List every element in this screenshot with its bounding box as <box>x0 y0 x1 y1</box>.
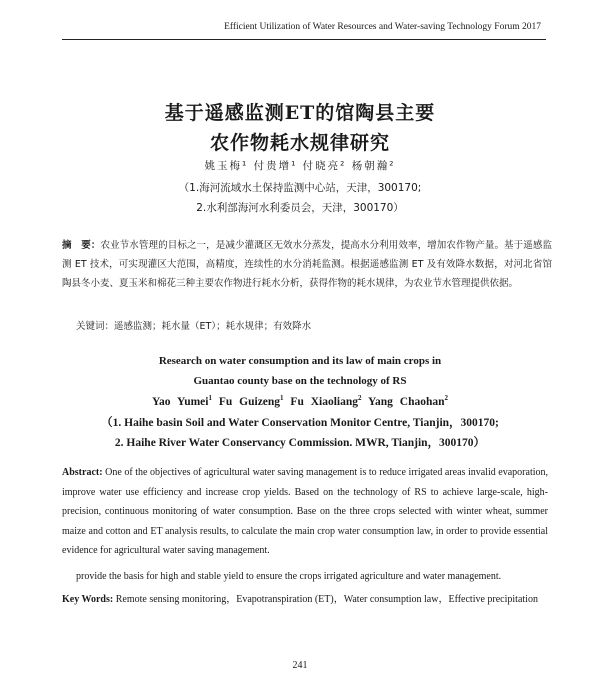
english-abstract-text: One of the objectives of agricultural water saving management is to reduce irrigated areas invalid evaporation, improve water use efficiency and increase crop yields. Based on the technology of RS to achieve large-scale, high-precision, continuous monitoring of water consumption. Base on the three crops selected with winter wheat, summer maize and cotton and ET analysis results, to calculate the main crop water consumption law, in order to provide essential evidence for agricultural water saving management. <box>62 467 548 556</box>
header-rule <box>62 39 546 40</box>
english-author: Yao Yumei$^1$ <box>151 394 212 408</box>
chinese-abstract-label: 摘 要： <box>62 240 101 251</box>
english-keywords <box>62 591 548 609</box>
chinese-abstract-text: 农业节水管理的目标之一，是减少灌溉区无效水分蒸发，提高水分利用效率，增加农作物产量。基于遥感监测 ET 技术，可实现灌区大范围，高精度，连续性的水分消耗监测。根据遥感监测 ET 及有效降水数据，对河北省馆陶县冬小麦、夏玉米和棉花三种主要农作物进行耗水分析，获得作物的耗水规律，为农业节水管理提供依据。 <box>62 240 552 289</box>
chinese-keywords-label: 关键词： <box>76 321 115 332</box>
chinese-affiliation-2: 2.水利部海河水利委员会，天津，300170） <box>196 202 404 214</box>
english-keywords-text: Remote sensing monitoring，Evapotranspiration (ET)，Water consumption law，Effective precipitation <box>115 594 538 605</box>
english-extra-paragraph: provide the basis for high and stable yield to ensure the crops irrigated agriculture and water management. <box>76 571 502 582</box>
english-author: Fu Guizeng$^1$ <box>218 394 284 408</box>
english-title-line-2: Guantao county base on the technology of RS <box>193 375 407 387</box>
english-abstract-label: Abstract: <box>62 467 103 478</box>
english-author: Yang Chaohan$^2$ <box>367 394 449 408</box>
english-affiliation-1: （1. Haihe basin Soil and Water Conservation Monitor Centre, Tianjin，300170; <box>101 417 499 429</box>
english-authors <box>0 394 600 408</box>
chinese-affiliation-1: （1.海河流域水土保持监测中心站，天津，300170; <box>178 182 422 194</box>
chinese-keywords <box>76 318 311 332</box>
chinese-title-line-2: 农作物耗水规律研究 <box>209 132 390 154</box>
page-number: 241 <box>292 660 308 671</box>
running-header: Efficient Utilization of Water Resources and Water-saving Technology Forum 2017 <box>224 22 541 32</box>
english-affiliation-2: 2. Haihe River Water Conservancy Commission. MWR, Tianjin，300170） <box>114 437 486 449</box>
english-author: Fu Xiaoliang$^2$ <box>290 394 362 408</box>
english-keywords-label: Key Words: <box>62 594 114 605</box>
chinese-authors: 姚玉梅¹ 付贵增¹ 付晓亮² 杨朝瀚² <box>204 160 396 172</box>
chinese-keywords-text: 遥感监测；耗水量（ET）；耗水规律；有效降水 <box>114 321 312 332</box>
chinese-title-line-1: 基于遥感监测ET的馆陶县主要 <box>164 102 436 124</box>
english-abstract <box>62 463 548 561</box>
chinese-abstract <box>62 236 552 293</box>
english-title-line-1: Research on water consumption and its law of main crops in <box>158 355 442 367</box>
